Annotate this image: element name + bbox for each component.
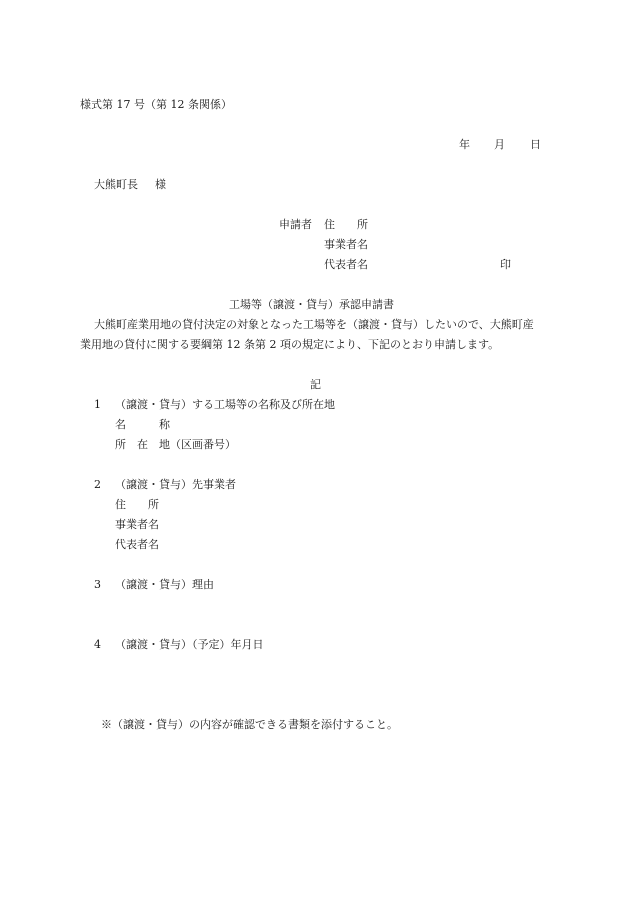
ki-heading: 記: [310, 378, 321, 391]
applicant-label: 申請者: [279, 218, 312, 231]
date-year: 年: [459, 138, 470, 151]
body-line-1: 大熊町産業用地の貸付決定の対象となった工場等を（譲渡・貸与）したいので、大熊町産: [94, 318, 534, 331]
item-1-sub-name: 名 称: [115, 418, 170, 431]
item-3-number: 3: [94, 578, 101, 591]
item-1-number: 1: [94, 398, 101, 411]
item-2-label: （譲渡・貸与）先事業者: [115, 478, 236, 491]
addressee-honorific: 様: [155, 178, 166, 191]
item-3-label: （譲渡・貸与）理由: [115, 578, 214, 591]
item-4-label: （譲渡・貸与）（予定）年月日: [115, 638, 264, 651]
item-2-sub-address: 住 所: [115, 498, 159, 511]
addressee-name: 大熊町長: [94, 178, 138, 191]
item-1-label: （譲渡・貸与）する工場等の名称及び所在地: [115, 398, 335, 411]
form-number: 様式第 17 号（第 12 条関係）: [80, 98, 232, 111]
item-1-sub-location: 所 在 地（区画番号）: [115, 438, 236, 451]
applicant-business-name-label: 事業者名: [324, 238, 368, 251]
item-2-sub-business-name: 事業者名: [115, 518, 159, 531]
date-month: 月: [494, 138, 505, 151]
date-day: 日: [530, 138, 541, 151]
attachment-note: ※（譲渡・貸与）の内容が確認できる書類を添付すること。: [101, 718, 398, 731]
seal-mark: 印: [500, 258, 511, 271]
document-title: 工場等（譲渡・貸与）承認申請書: [229, 298, 394, 311]
item-2-sub-representative: 代表者名: [115, 538, 159, 551]
body-line-2: 業用地の貸付に関する要綱第 12 条第 2 項の規定により、下記のとおり申請します。: [80, 338, 500, 351]
applicant-address-label: 住 所: [324, 218, 368, 231]
item-2-number: 2: [94, 478, 101, 491]
item-4-number: 4: [94, 638, 101, 651]
applicant-representative-label: 代表者名: [324, 258, 368, 271]
